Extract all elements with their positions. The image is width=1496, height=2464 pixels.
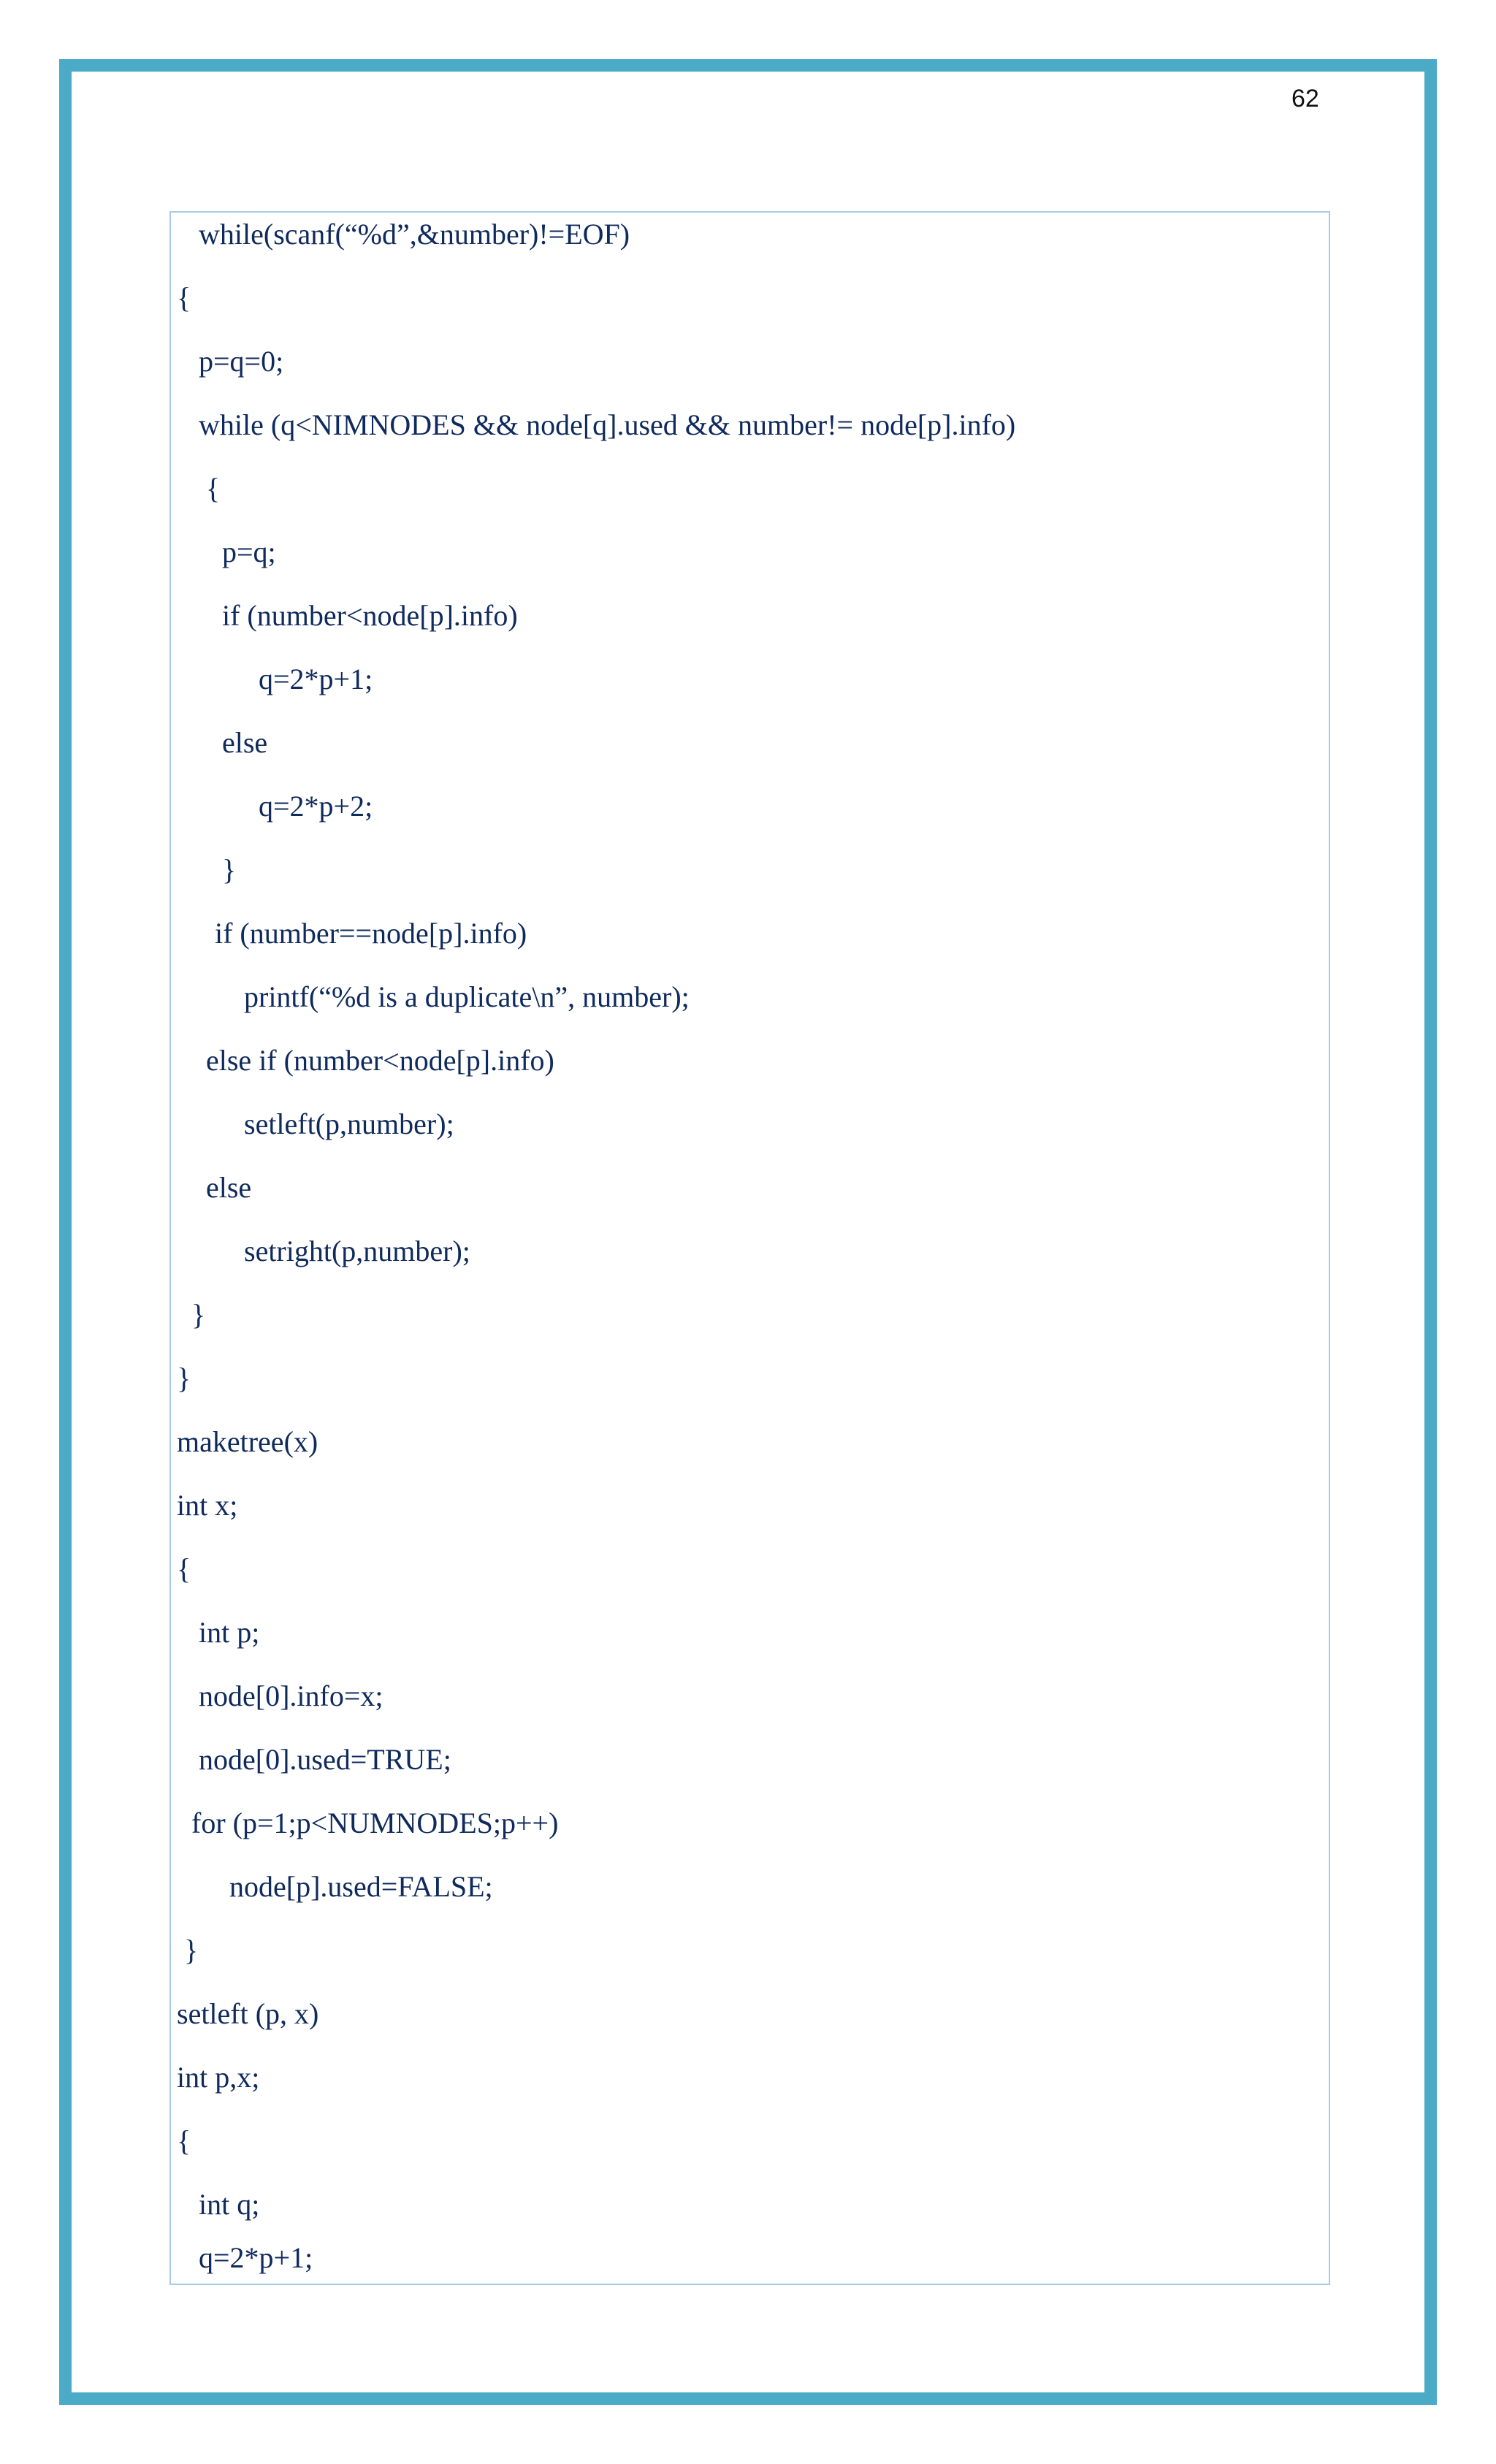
code-line: int q; [199, 2188, 260, 2221]
code-line: for (p=1;p<NUMNODES;p++) [191, 1807, 559, 1839]
code-line: } [177, 1362, 191, 1395]
code-line: int p,x; [177, 2061, 260, 2094]
code-line: node[0].info=x; [199, 1679, 383, 1712]
code-line: q=2*p+1; [199, 2241, 313, 2274]
code-line: node[p].used=FALSE; [229, 1870, 493, 1903]
code-line: if (number<node[p].info) [222, 599, 518, 632]
code-line: } [191, 1298, 206, 1331]
code-line: setleft(p,number); [244, 1107, 454, 1140]
code-line: node[0].used=TRUE; [199, 1743, 451, 1776]
code-line: p=q; [222, 535, 276, 568]
code-line: p=q=0; [199, 345, 284, 378]
code-line: while (q<NIMNODES && node[q].used && number!= node[p].info) [199, 408, 1016, 441]
code-line: int x; [177, 1489, 238, 1522]
code-line: else [222, 726, 268, 759]
code-line: if (number==node[p].info) [215, 917, 527, 950]
code-line: { [177, 281, 191, 314]
code-line: printf(“%d is a duplicate\n”, number); [244, 980, 690, 1013]
code-line: { [177, 1552, 191, 1585]
code-line: setleft (p, x) [177, 1997, 319, 2030]
code-block [169, 211, 1330, 2285]
code-line: } [184, 1934, 199, 1967]
code-line: while(scanf(“%d”,&number)!=EOF) [199, 218, 630, 251]
code-line: else [206, 1171, 252, 1204]
page-number: 62 [1291, 85, 1319, 112]
code-line: { [177, 2124, 191, 2157]
code-line: setright(p,number); [244, 1235, 470, 1267]
code-line: } [222, 853, 237, 886]
code-line: q=2*p+1; [259, 663, 373, 695]
code-line: int p; [199, 1616, 260, 1649]
code-line: else if (number<node[p].info) [206, 1044, 554, 1077]
code-line: { [206, 472, 221, 505]
code-line: q=2*p+2; [259, 790, 373, 823]
code-line: maketree(x) [177, 1425, 318, 1458]
